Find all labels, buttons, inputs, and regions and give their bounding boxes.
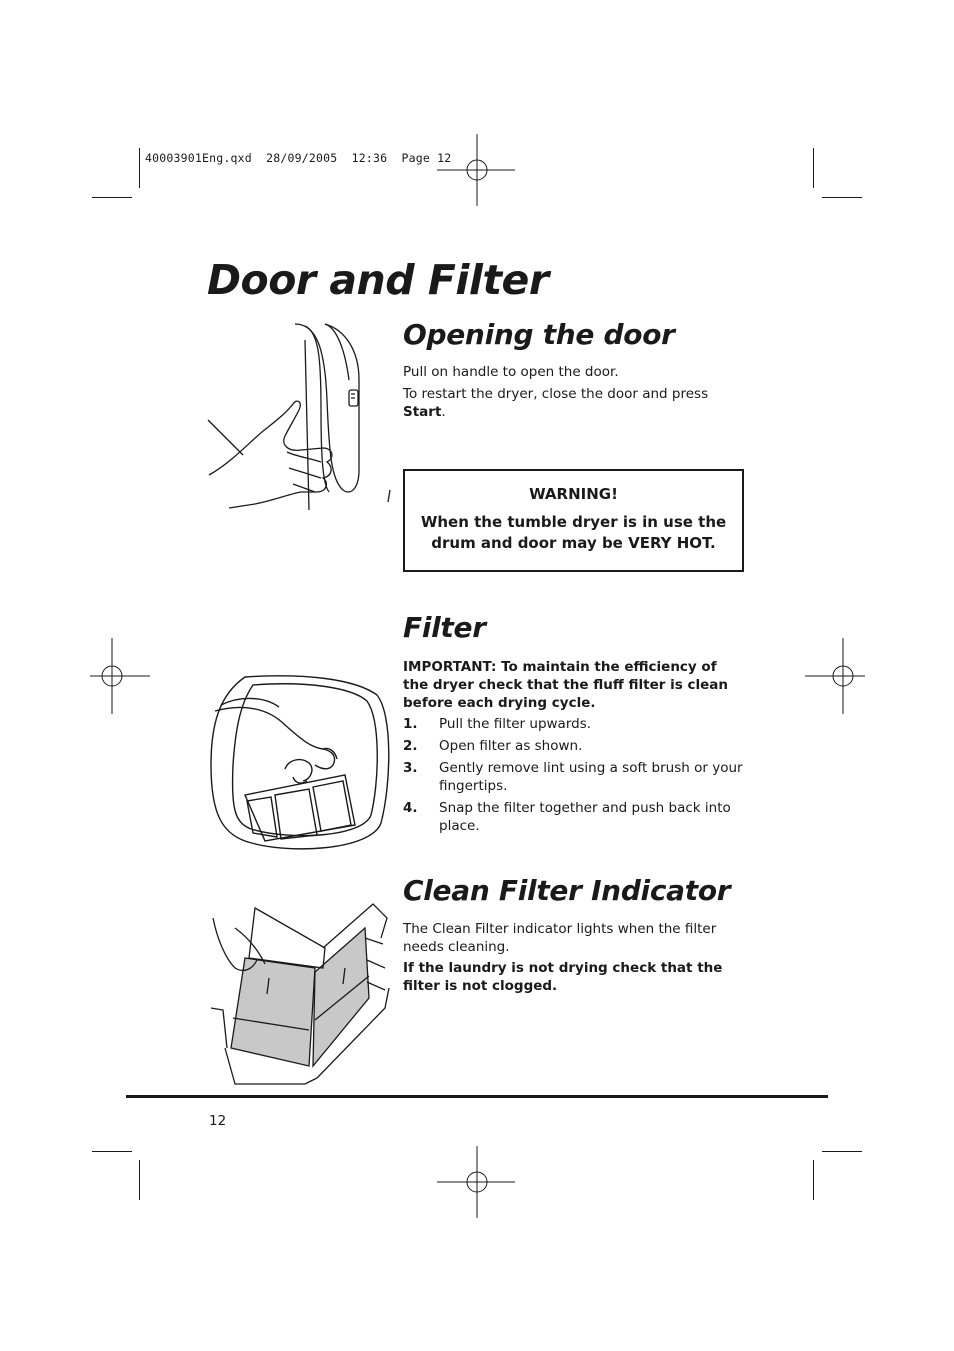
warning-body: When the tumble dryer is in use the drum and door may be VERY HOT. [420, 513, 727, 552]
indicator-text: The Clean Filter indicator lights when the filter needs cleaning. [403, 921, 717, 955]
door-instruction-2: To restart the dryer, close the door and press Start. [403, 386, 709, 420]
indicator-advice: If the laundry is not drying check that the filter is not clogged. [403, 960, 723, 994]
page-number: 12 [209, 1113, 227, 1129]
start-keyword: Start [403, 404, 442, 420]
filter-step-2: 2. Open filter as shown. [403, 738, 583, 754]
footer-rule [126, 1095, 828, 1098]
filter-step-4: 4. Snap the filter together and push back into place. [403, 800, 731, 834]
registration-mark-top [437, 130, 517, 210]
page-title: Door and Filter [207, 256, 549, 304]
warning-title: WARNING! [529, 485, 618, 503]
filter-heading: Filter [403, 611, 486, 644]
open-filter-illustration [205, 898, 395, 1088]
door-instruction-1: Pull on handle to open the door. [403, 364, 619, 380]
filter-removal-illustration [205, 665, 395, 855]
warning-box [403, 469, 744, 572]
registration-mark-bottom [437, 1142, 517, 1222]
filter-step-1: 1. Pull the filter upwards. [403, 716, 592, 732]
registration-mark-left [72, 636, 152, 716]
registration-mark-right [803, 636, 883, 716]
filter-step-3: 3. Gently remove lint using a soft brush or your fingertips. [403, 760, 743, 794]
door-heading: Opening the door [403, 318, 675, 351]
file-slug: 40003901Eng.qxd 28/09/2005 12:36 Page 12 [145, 151, 452, 165]
indicator-heading: Clean Filter Indicator [403, 874, 731, 907]
door-handle-illustration [205, 320, 395, 510]
filter-important-note: IMPORTANT: To maintain the efficiency of the dryer check that the fluff filter is clean before each drying cycle. [403, 659, 728, 711]
